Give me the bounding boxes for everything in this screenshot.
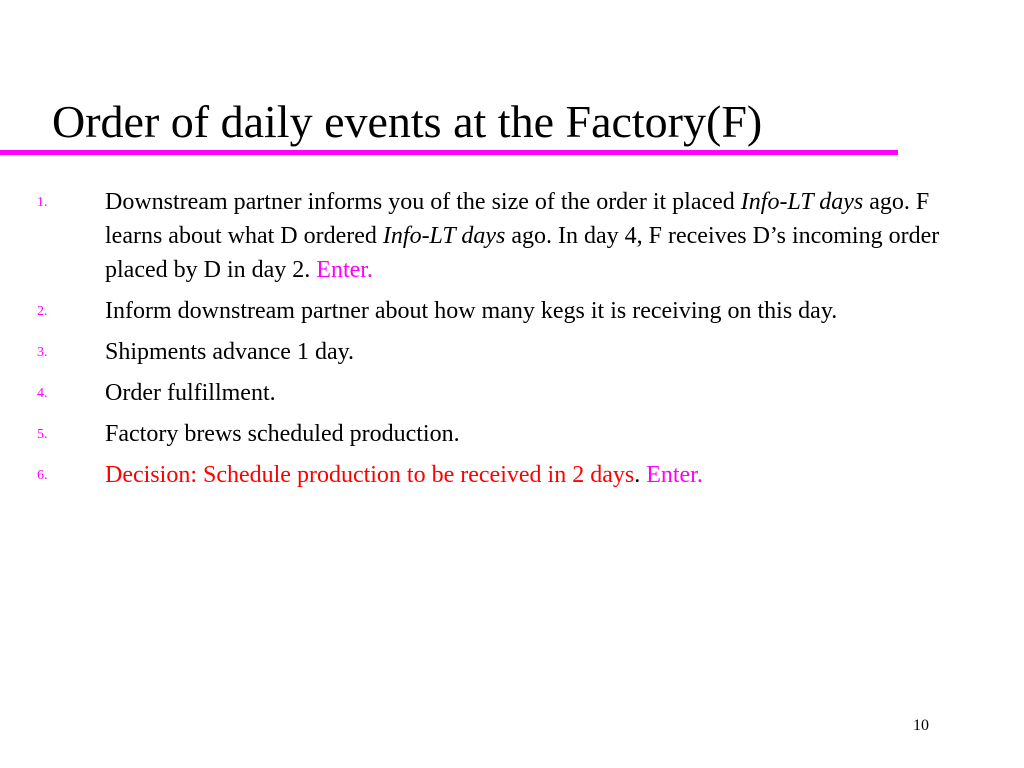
item-number: 5. [37,427,48,442]
item-text: Downstream partner informs you of the size of the order it placed [105,189,741,215]
item-text: . [634,462,641,488]
list-item [0,335,975,369]
item-text: Shipments advance 1 day. [105,339,355,365]
list-item [0,185,975,287]
list-item [0,294,995,328]
item-text: Inform downstream partner about how many kegs it is receiving on this day. [105,298,838,324]
item-number: 1. [37,195,48,210]
item-number: 3. [37,345,48,360]
enter-prompt: Enter. [316,257,373,283]
title-underline [0,150,898,155]
item-number: 2. [37,304,48,319]
item-emphasis: Info-LT days [740,189,864,215]
list-item [0,458,975,492]
item-emphasis: Info-LT days [382,223,506,249]
list-item [0,376,975,410]
enter-prompt: Enter. [646,462,703,488]
item-text: ago. In day 4, F receives D’s incoming order placed by D in day 2. [105,223,940,283]
item-text: Factory brews scheduled production. [105,421,460,447]
item-number: 6. [37,468,48,483]
page-number: 10 [913,717,929,734]
list-item [0,417,975,451]
slide-title: Order of daily events at the Factory(F) [52,96,763,147]
event-list [0,185,1024,499]
item-number: 4. [37,386,48,401]
item-text: ago. F learns about what D ordered [105,189,930,249]
decision-text: Decision: Schedule production to be received in 2 days [105,462,635,488]
item-text: Order fulfillment. [105,380,276,406]
